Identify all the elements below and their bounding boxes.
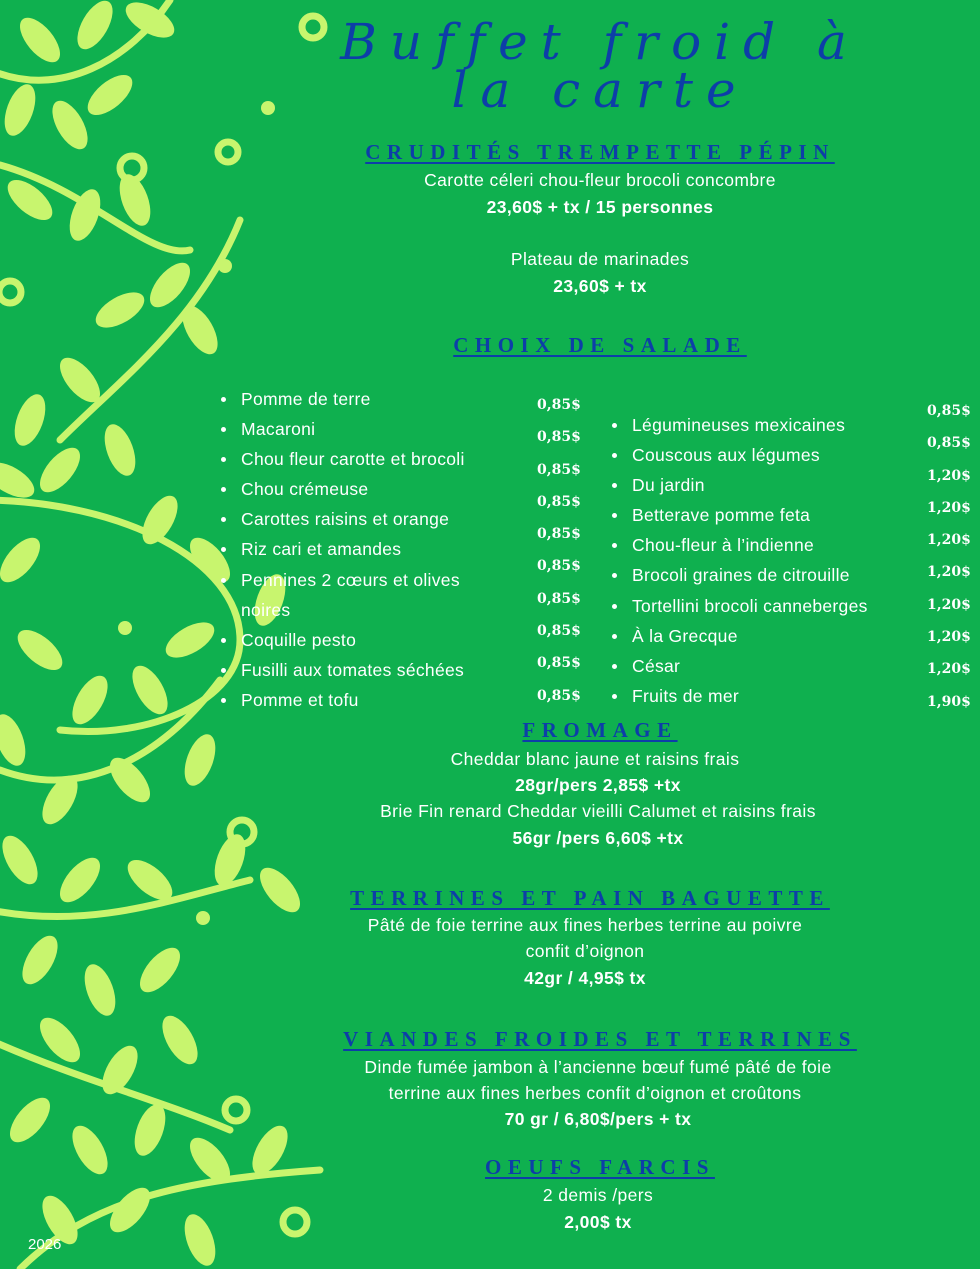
leaf-shape [3, 1091, 58, 1149]
fromage-price-2: 56gr /pers 6,60$ +tx [512, 828, 684, 848]
price-label: 0,85$ [537, 623, 581, 640]
price-label: 0,85$ [537, 397, 581, 413]
price-label: 0,85$ [537, 429, 581, 446]
price-label: 1,20$ [927, 596, 971, 613]
price-label: 1,20$ [927, 467, 971, 484]
leaf-shape [0, 531, 47, 589]
heading-fromage: FROMAGE [522, 718, 678, 742]
leaf-shape [129, 1100, 172, 1160]
page-title: Buffet froid à la carte [340, 13, 860, 119]
viandes-price: 70 gr / 6,80$/pers + tx [504, 1109, 692, 1129]
price-label: 1,20$ [927, 564, 971, 581]
leaf-shape [53, 851, 108, 909]
list-item: Pennines 2 cœurs et olives noires [221, 565, 511, 625]
leaf-shape [160, 615, 220, 665]
leaf-shape [79, 960, 122, 1020]
marinades-label: Plateau de marinades [510, 249, 690, 269]
price-label: 1,20$ [927, 629, 971, 646]
heading-oeufs: OEUFS FARCIS [485, 1155, 715, 1179]
leaf-shape [65, 670, 115, 730]
list-item: Pomme et tofu [221, 685, 511, 715]
list-item: Carottes raisins et orange [221, 504, 511, 534]
salad-prices-left [537, 389, 581, 712]
leaf-shape [175, 300, 225, 360]
list-item: Fruits de mer [612, 681, 912, 711]
leaf-shape [15, 930, 65, 990]
leaf-shape [33, 441, 88, 499]
price-label: 0,85$ [537, 655, 581, 672]
leaf-shape [11, 623, 69, 678]
price-label: 0,85$ [537, 590, 581, 607]
price-label: 0,85$ [537, 687, 581, 704]
list-item: Couscous aux légumes [612, 440, 912, 470]
fromage-price-1: 28gr/pers 2,85$ +tx [515, 775, 681, 795]
list-item: Brocoli graines de citrouille [612, 560, 912, 590]
list-item: À la Grecque [612, 621, 912, 651]
price-label: 0,85$ [927, 435, 971, 452]
list-item: César [612, 651, 912, 681]
heading-salade: CHOIX DE SALADE [453, 333, 747, 357]
leaf-shape [179, 730, 222, 790]
heading-terrines: TERRINES ET PAIN BAGUETTE [350, 886, 830, 910]
price-label: 0,85$ [537, 558, 581, 575]
viandes-line-1: Dinde fumée jambon à l’ancienne bœuf fumé pâté de foie [364, 1057, 832, 1077]
year-label: 2026 [28, 1236, 62, 1253]
salad-prices-right [927, 395, 971, 718]
list-item: Fusilli aux tomates séchées [221, 655, 511, 685]
list-item: Riz cari et amandes [221, 534, 511, 564]
heading-crudites: CRUDITÉS TREMPETTE PÉPIN [365, 140, 835, 164]
salad-list-right [612, 410, 912, 711]
leaf-shape [90, 285, 150, 335]
marinades-price: 23,60$ + tx [553, 276, 647, 296]
oeufs-price: 2,00$ tx [564, 1212, 632, 1232]
list-item: Pomme de terre [221, 384, 511, 414]
list-item: Chou-fleur à l’indienne [612, 530, 912, 560]
leaf-shape [81, 68, 139, 123]
crudites-description: Carotte céleri chou-fleur brocoli concombre [424, 170, 776, 190]
leaf-shape [0, 80, 41, 140]
salad-list-left [221, 384, 511, 715]
list-item: Chou crémeuse [221, 474, 511, 504]
leaf-shape [45, 95, 95, 155]
list-item: Du jardin [612, 470, 912, 500]
leaf-shape [99, 420, 142, 480]
list-item: Macaroni [221, 414, 511, 444]
price-label: 1,20$ [927, 661, 971, 678]
leaf-shape [70, 0, 120, 55]
leaf-shape [120, 0, 180, 45]
leaf-shape [0, 710, 31, 770]
list-item: Betterave pomme feta [612, 500, 912, 530]
price-label: 0,85$ [537, 526, 581, 543]
price-label: 1,90$ [927, 693, 971, 710]
leaf-shape [65, 1120, 115, 1180]
leaf-shape [0, 830, 45, 890]
list-item: Chou fleur carotte et brocoli [221, 444, 511, 474]
fromage-line-2: Brie Fin renard Cheddar vieilli Calumet et raisins frais [380, 801, 816, 821]
crudites-price: 23,60$ + tx / 15 personnes [486, 197, 714, 217]
fromage-line-1: Cheddar blanc jaune et raisins frais [450, 749, 740, 769]
price-label: 0,85$ [927, 403, 971, 419]
oeufs-line-1: 2 demis /pers [542, 1185, 654, 1205]
terrines-line-1: Pâté de foie terrine aux fines herbes terrine au poivre [367, 915, 803, 935]
price-label: 0,85$ [537, 461, 581, 478]
price-label: 1,20$ [927, 532, 971, 549]
list-item: Coquille pesto [221, 625, 511, 655]
leaf-shape [179, 1210, 222, 1269]
terrines-line-2: confit d’oignon [525, 941, 645, 961]
leaf-shape [133, 941, 188, 999]
heading-viandes: VIANDES FROIDES ET TERRINES [343, 1027, 857, 1051]
price-label: 1,20$ [927, 499, 971, 516]
viandes-line-2: terrine aux fines herbes confit d’oignon et croûtons [388, 1083, 802, 1103]
leaf-shape [155, 1010, 205, 1070]
leaf-shape [13, 11, 68, 69]
price-label: 0,85$ [537, 493, 581, 510]
list-item: Tortellini brocoli canneberges [612, 591, 912, 621]
leaf-shape [125, 660, 175, 720]
leaf-shape [9, 390, 52, 450]
terrines-price: 42gr / 4,95$ tx [524, 968, 646, 988]
list-item: Légumineuses mexicaines [612, 410, 912, 440]
